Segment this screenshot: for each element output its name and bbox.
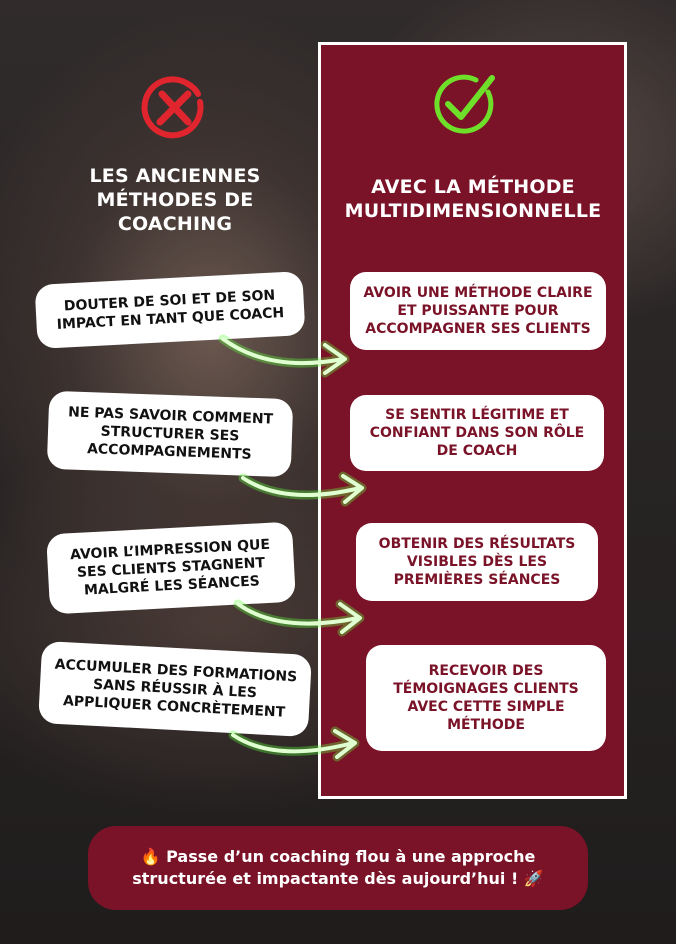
- right-column-title: AVEC LA MÉTHODE MULTIDIMENSIONNELLE: [344, 176, 602, 222]
- new-method-item: AVOIR UNE MÉTHODE CLAIRE ET PUISSANTE POUR ACCOMPAGNER SES CLIENTS: [350, 272, 606, 350]
- new-method-item: RECEVOIR DES TÉMOIGNAGES CLIENTS AVEC CETTE SIMPLE MÉTHODE: [366, 645, 606, 751]
- new-method-item: OBTENIR DES RÉSULTATS VISIBLES DÈS LES PREMIÈRES SÉANCES: [356, 523, 598, 601]
- old-method-item: AVOIR L’IMPRESSION QUE SES CLIENTS STAGNENT MALGRÉ LES SÉANCES: [46, 522, 296, 615]
- old-method-item: DOUTER DE SOI ET DE SON IMPACT EN TANT QUE COACH: [35, 271, 306, 349]
- old-method-item: NE PAS SAVOIR COMMENT STRUCTURER SES ACCOMPAGNEMENTS: [47, 391, 294, 477]
- check-mark-icon: [430, 70, 500, 140]
- old-method-item: ACCUMULER DES FORMATIONS SANS RÉUSSIR À LES APPLIQUER CONCRÈTEMENT: [38, 641, 312, 737]
- arrow-icon: [225, 725, 370, 775]
- call-to-action-banner: 🔥 Passe d’un coaching flou à une approche structurée et impactante dès aujourd’hui ! 🚀: [88, 826, 588, 910]
- arrow-icon: [215, 325, 360, 380]
- new-method-item: SE SENTIR LÉGITIME ET CONFIANT DANS SON RÔLE DE COACH: [350, 395, 604, 471]
- left-column-title: LES ANCIENNES MÉTHODES DE COACHING: [89, 165, 261, 235]
- x-mark-icon: [138, 72, 210, 144]
- arrow-icon: [235, 466, 380, 516]
- arrow-icon: [230, 590, 375, 645]
